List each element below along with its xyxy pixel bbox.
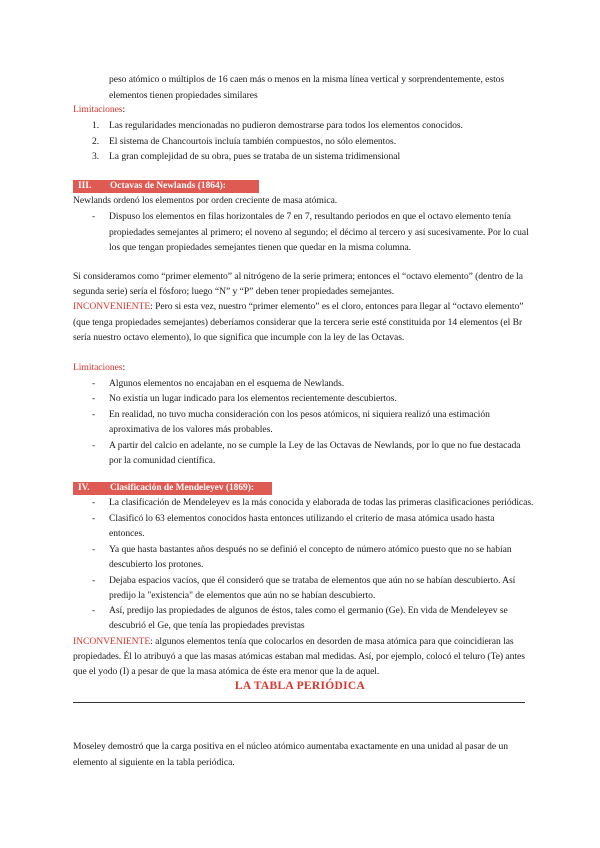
bullet-line: por la comunidad científica. — [109, 455, 216, 466]
section-intro: Newlands ordenó los elementos por orden creciente de masa atómica. — [73, 195, 338, 206]
paragraph-line: Si consideramos como “primer elemento” al nitrógeno de la serie primera; entonces el “octavo elemento” (dentro de la — [73, 271, 523, 282]
bullet-dash: - — [92, 440, 96, 451]
page-title: LA TABLA PERIÓDICA — [234, 680, 366, 692]
list-number: 2. — [92, 136, 100, 147]
bullet-line: No existía un lugar indicado para los elementos recientemente descubiertos. — [109, 393, 397, 404]
bullet-dash: - — [92, 497, 96, 508]
section-heading-iv — [73, 482, 272, 495]
bullet-line: descubrió el Ge, que tenía las propiedades previstas — [109, 620, 305, 631]
inconveniente-line: propiedades. Él lo atribuyó a que las masas atómicas estaban mal medidas. Así, por ejemplo, colocó el teluro (Te) antes — [73, 651, 525, 662]
paragraph-line: Moseley demostró que la carga positiva en el núcleo atómico aumentaba exactamente en una unidad al pasar de un — [73, 741, 508, 752]
intro-line: elementos tienen propiedades similares — [109, 90, 258, 101]
bullet-dash: - — [92, 575, 96, 586]
bullet-line: propiedades semejantes al primero; el noveno al segundo; el décimo al tercero y así sucesivamente. Por lo cual — [109, 227, 529, 238]
bullet-dash: - — [92, 544, 96, 555]
bullet-line: Así, predijo las propiedades de algunos de éstos, tales como el germanio (Ge). En vida de Mendeleyev se — [109, 605, 508, 616]
bullet-line: Algunos elementos no encajaban en el esquema de Newlands. — [109, 378, 345, 389]
bullet-dash: - — [92, 605, 96, 616]
bullet-line: predijo la "existencia" de elementos que aún no se habían descubierto. — [109, 590, 376, 601]
section-roman: IV. — [78, 483, 90, 493]
bullet-dash: - — [92, 378, 96, 389]
bullet-line: A partir del calcio en adelante, no se cumple la Ley de las Octavas de Newlands, por lo que no fue destacada — [109, 440, 521, 451]
list-item: Las regularidades mencionadas no pudieron demostrarse para todos los elementos conocidos. — [109, 120, 463, 131]
bullet-line: Clasificó lo 63 elementos conocidos hasta entonces utilizando el criterio de masa atómica usado hasta — [109, 513, 495, 524]
inconveniente-label: INCONVENIENTE — [73, 301, 151, 312]
bullet-line: La clasificación de Mendeleyev es la más conocida y elaborada de todas las primeras clasificaciones periódicas. — [109, 497, 534, 508]
bullet-line: aproximativa de los valores más probables. — [109, 424, 273, 435]
bullet-line: entonces. — [109, 528, 145, 539]
bullet-dash: - — [92, 409, 96, 420]
inconveniente-label: INCONVENIENTE — [73, 636, 151, 647]
bullet-line: Dispuso los elementos en filas horizontales de 7 en 7, resultando periodos en que el octavo elemento tenía — [109, 211, 511, 222]
bullet-line: los que tengan propiedades semejantes tienen que quedar en la misma columna. — [109, 242, 412, 253]
intro-line: peso atómico o múltiplos de 16 caen más o menos en la misma línea vertical y sorprendentemente, estos — [109, 74, 505, 85]
limitaciones-label: Limitaciones — [73, 362, 123, 373]
bullet-line: Ya que hasta bastantes años después no se definió el concepto de número atómico puesto que no se habían — [109, 544, 512, 555]
bullet-dash: - — [92, 513, 96, 524]
list-item: El sistema de Chancourtois incluía también compuestos, no sólo elementos. — [109, 136, 397, 147]
section-title: Octavas de Newlands (1864): — [110, 181, 226, 191]
bullet-line: En realidad, no tuvo mucha consideración con los pesos atómicos, ni siquiera realizó una estimación — [109, 409, 490, 420]
inconveniente-line: (que tenga propiedades semejantes) deberíamos considerar que la tercera serie esté constituida por 14 elementos (el Br — [73, 317, 523, 328]
list-number: 3. — [92, 151, 100, 162]
inconveniente-line: que el yodo (I) a pesar de que la masa atómica de éste era menor que la de aquel. — [73, 666, 380, 677]
bullet-dash: - — [92, 393, 96, 404]
inconveniente-line: INCONVENIENTE: Pero si esta vez, nuestro “primer elemento” es el cloro, entonces para llegar al “octavo elemento” — [73, 301, 524, 312]
paragraph-line: elemento al siguiente en la tabla periódica. — [73, 757, 235, 768]
limitaciones-label: Limitaciones — [73, 104, 123, 115]
bullet-line: descubierto los protones. — [109, 559, 204, 570]
section-roman: III. — [78, 181, 92, 191]
limitaciones-heading: Limitaciones: — [73, 362, 126, 373]
list-item: La gran complejidad de su obra, pues se trataba de un sistema tridimensional — [109, 151, 401, 162]
section-title: Clasificación de Mendeleyev (1869): — [110, 483, 254, 493]
bullet-dash: - — [92, 211, 96, 222]
inconveniente-line: sería nuestro octavo elemento), lo que significa que incumple con la ley de las Octavas. — [73, 332, 405, 343]
title-divider — [73, 702, 525, 703]
paragraph-line: segunda serie) sería el fósforo; luego “N” y “P” deben tener propiedades semejantes. — [73, 286, 395, 297]
list-number: 1. — [92, 120, 100, 131]
section-heading-iii — [73, 180, 259, 193]
limitaciones-heading: Limitaciones: — [73, 104, 126, 115]
bullet-line: Dejaba espacios vacíos, que él consideró que se trataba de elementos que aún no se habían descubierto. Así — [109, 575, 516, 586]
inconveniente-line: INCONVENIENTE: algunos elementos tenía que colocarlos en desorden de masa atómica para que coincidieran las — [73, 636, 514, 647]
